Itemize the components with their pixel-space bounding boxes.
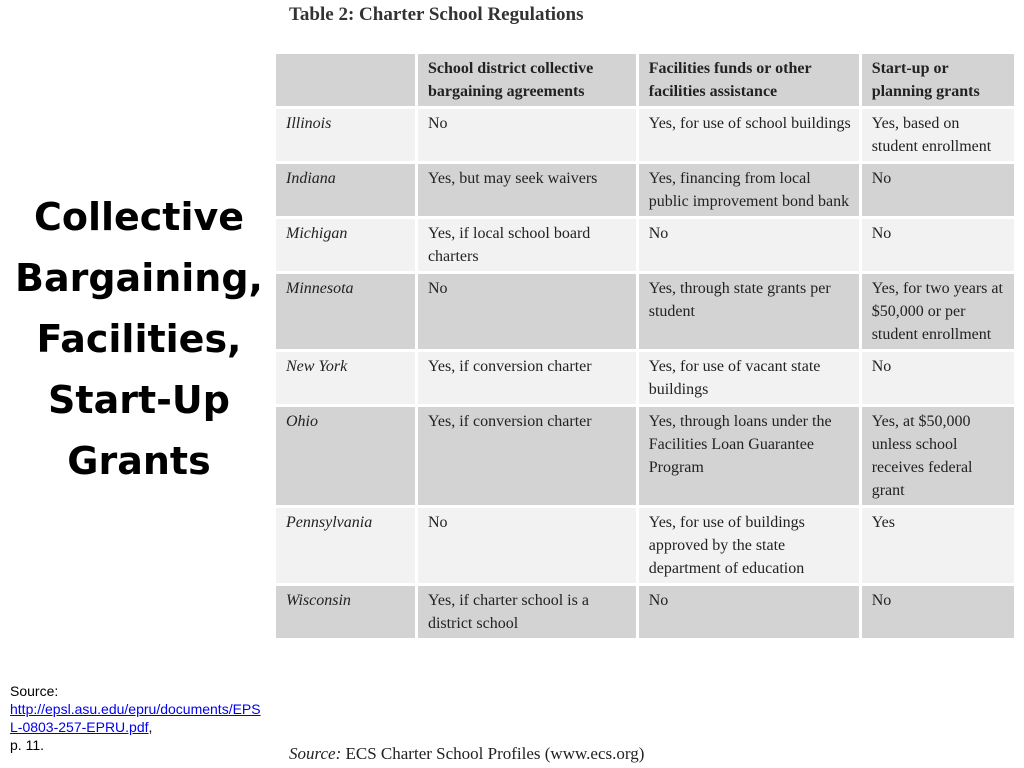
startup-cell: Yes, based on student enrollment: [862, 109, 1017, 164]
table-row: [276, 586, 1017, 641]
table-source-text: ECS Charter School Profiles (www.ecs.org): [341, 744, 645, 763]
facilities-cell: Yes, for use of buildings approved by the state department of education: [639, 508, 862, 586]
table-caption: Table 2: Charter School Regulations: [289, 4, 584, 25]
bargaining-cell: Yes, if local school board charters: [418, 219, 639, 274]
facilities-cell: Yes, financing from local public improvement bond bank: [639, 164, 862, 219]
bargaining-cell: No: [418, 109, 639, 164]
facilities-cell: Yes, for use of school buildings: [639, 109, 862, 164]
startup-cell: No: [862, 352, 1017, 407]
state-cell: Illinois: [276, 109, 418, 164]
source-note: [10, 682, 262, 754]
table-row: [276, 407, 1017, 508]
table-source: [289, 744, 644, 764]
bargaining-cell: Yes, but may seek waivers: [418, 164, 639, 219]
header-facilities: Facilities funds or other facilities assistance: [639, 54, 862, 109]
table-source-label: Source:: [289, 744, 342, 763]
source-link-suffix: ,: [148, 719, 153, 735]
regulations-table: [276, 54, 1017, 641]
bargaining-cell: Yes, if conversion charter: [418, 407, 639, 508]
header-startup: Start-up or planning grants: [862, 54, 1017, 109]
bargaining-cell: No: [418, 274, 639, 352]
startup-cell: No: [862, 219, 1017, 274]
state-cell: New York: [276, 352, 418, 407]
facilities-cell: Yes, through state grants per student: [639, 274, 862, 352]
bargaining-cell: No: [418, 508, 639, 586]
slide-title-line: Bargaining,: [15, 256, 263, 301]
state-cell: Minnesota: [276, 274, 418, 352]
slide-title: [8, 187, 270, 492]
table-row: [276, 274, 1017, 352]
header-state: [276, 54, 418, 109]
table-row: [276, 352, 1017, 407]
state-cell: Wisconsin: [276, 586, 418, 641]
state-cell: Ohio: [276, 407, 418, 508]
state-cell: Indiana: [276, 164, 418, 219]
header-bargaining: School district collective bargaining agreements: [418, 54, 639, 109]
bargaining-cell: Yes, if charter school is a district school: [418, 586, 639, 641]
table-row: [276, 508, 1017, 586]
source-label: Source:: [10, 683, 59, 699]
facilities-cell: No: [639, 586, 862, 641]
source-link-line: [10, 700, 262, 736]
facilities-cell: Yes, for use of vacant state buildings: [639, 352, 862, 407]
startup-cell: No: [862, 586, 1017, 641]
startup-cell: Yes, for two years at $50,000 or per student enrollment: [862, 274, 1017, 352]
source-link[interactable]: http://epsl.asu.edu/epru/documents/EPSL-0803-257-EPRU.pdf: [10, 701, 261, 735]
startup-cell: No: [862, 164, 1017, 219]
slide-title-line: Facilities,: [36, 317, 242, 362]
slide-title-line: Collective: [33, 195, 245, 240]
startup-cell: Yes, at $50,000 unless school receives federal grant: [862, 407, 1017, 508]
table-row: [276, 219, 1017, 274]
slide-title-line: Grants: [67, 439, 211, 484]
startup-cell: Yes: [862, 508, 1017, 586]
table-row: [276, 164, 1017, 219]
slide-title-line: Start-Up: [48, 378, 230, 423]
facilities-cell: Yes, through loans under the Facilities Loan Guarantee Program: [639, 407, 862, 508]
state-cell: Pennsylvania: [276, 508, 418, 586]
facilities-cell: No: [639, 219, 862, 274]
source-page: p. 11.: [10, 737, 44, 753]
bargaining-cell: Yes, if conversion charter: [418, 352, 639, 407]
table-header-row: [276, 54, 1017, 109]
state-cell: Michigan: [276, 219, 418, 274]
table-row: [276, 109, 1017, 164]
